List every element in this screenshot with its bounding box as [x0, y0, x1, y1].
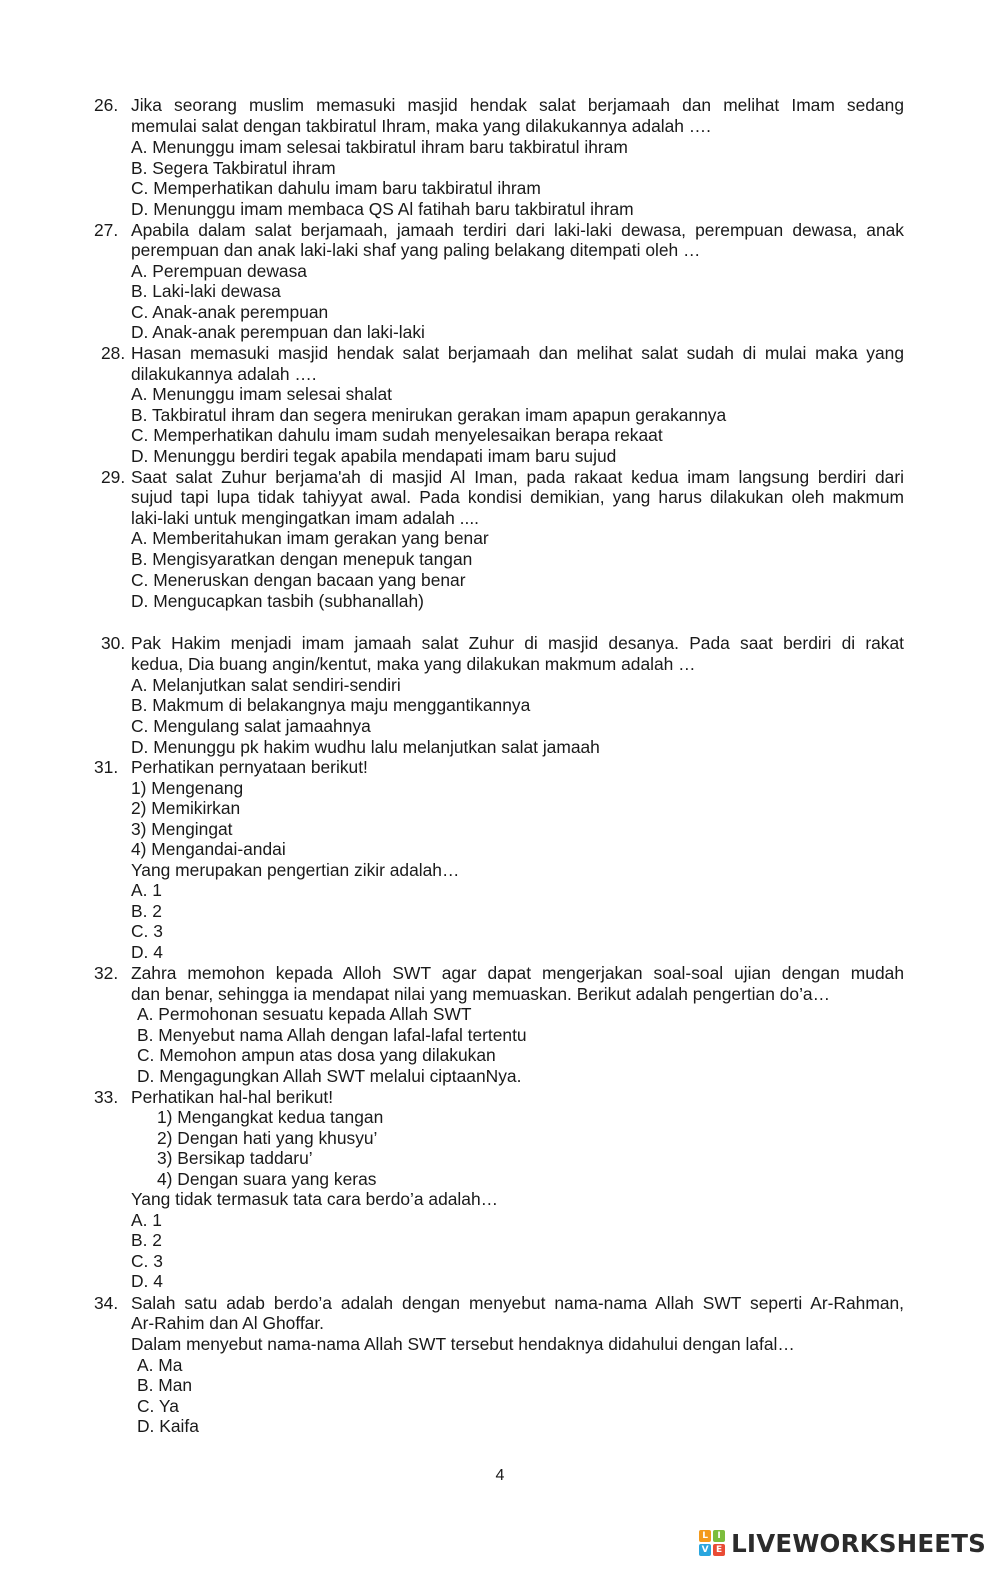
text-line: C. Meneruskan dengan bacaan yang benar: [131, 570, 466, 590]
text-line: 1) Mengenang: [131, 778, 244, 798]
text-line: 4) Mengandai-andai: [131, 839, 286, 859]
text-line: dan benar, sehingga ia mendapat nilai yang memuaskan. Berikut adalah pengertian do’a…: [131, 984, 830, 1004]
logo-letter: V: [699, 1544, 711, 1556]
text-line: D. Kaifa: [137, 1416, 199, 1436]
text-line: laki-laki untuk mengingatkan imam adalah ....: [131, 508, 479, 528]
text-line: C. Ya: [137, 1396, 179, 1416]
text-line: A. Melanjutkan salat sendiri-sendiri: [131, 675, 401, 695]
text-line: D. Menunggu berdiri tegak apabila mendapati imam baru sujud: [131, 446, 617, 466]
text-line: A. Memberitahukan imam gerakan yang benar: [131, 528, 489, 548]
text-line: C. Memohon ampun atas dosa yang dilakukan: [137, 1045, 496, 1065]
text-line: D. 4: [131, 1271, 163, 1291]
text-line: Perhatikan hal-hal berikut!: [131, 1087, 334, 1107]
text-line: A. 1: [131, 1210, 162, 1230]
liveworksheets-brand: LIVEWORKSHEETS: [731, 1528, 986, 1558]
text-line: D. Menunggu pk hakim wudhu lalu melanjutkan salat jamaah: [131, 737, 600, 757]
text-line: 2) Memikirkan: [131, 798, 241, 818]
text-line: 1) Mengangkat kedua tangan: [157, 1107, 384, 1127]
text-line: Saat salat Zuhur berjama'ah di masjid Al Iman, pada rakaat kedua imam langsung berdiri dari: [131, 467, 904, 487]
text-line: B. Makmum di belakangnya maju menggantikannya: [131, 695, 531, 715]
text-line: B. Segera Takbiratul ihram: [131, 158, 336, 178]
text-line: Hasan memasuki masjid hendak salat berjamaah dan melihat salat sudah di mulai maka yang: [131, 343, 904, 363]
text-line: Yang tidak termasuk tata cara berdo’a adalah…: [131, 1189, 499, 1209]
liveworksheets-footer: [699, 1527, 986, 1559]
text-line: 28.: [101, 343, 126, 363]
text-line: B. Menyebut nama Allah dengan lafal-lafal tertentu: [137, 1025, 527, 1045]
text-line: D. Menunggu imam membaca QS Al fatihah baru takbiratul ihram: [131, 199, 634, 219]
text-line: Ar-Rahim dan Al Ghoffar.: [131, 1313, 325, 1333]
logo-letter: L: [699, 1530, 711, 1542]
text-line: 31.: [94, 757, 119, 777]
text-line: B. Man: [137, 1375, 193, 1395]
text-line: Yang merupakan pengertian zikir adalah…: [131, 860, 460, 880]
text-line: 27.: [94, 220, 119, 240]
text-line: D. 4: [131, 942, 163, 962]
text-line: C. 3: [131, 1251, 163, 1271]
text-line: 3) Mengingat: [131, 819, 233, 839]
text-line: B. Mengisyaratkan dengan menepuk tangan: [131, 549, 473, 569]
text-line: B. Laki-laki dewasa: [131, 281, 281, 301]
page-number: 4: [495, 1467, 505, 1484]
text-line: 29.: [101, 467, 126, 487]
text-line: 30.: [101, 633, 126, 653]
text-line: D. Anak-anak perempuan dan laki-laki: [131, 322, 425, 342]
text-line: kedua, Dia buang angin/kentut, maka yang dilakukan makmum adalah …: [131, 654, 696, 674]
text-line: 34.: [94, 1293, 119, 1313]
text-line: C. Memperhatikan dahulu imam baru takbiratul ihram: [131, 178, 541, 198]
text-line: Dalam menyebut nama-nama Allah SWT tersebut hendaknya didahului dengan lafal…: [131, 1334, 795, 1354]
text-line: 2) Dengan hati yang khusyu’: [157, 1128, 378, 1148]
text-line: Salah satu adab berdo’a adalah dengan menyebut nama-nama Allah SWT seperti Ar-Rahman,: [131, 1293, 904, 1313]
liveworksheets-logo-icon: [699, 1530, 725, 1556]
logo-letter: I: [713, 1530, 725, 1542]
text-line: C. Memperhatikan dahulu imam sudah menyelesaikan berapa rekaat: [131, 425, 663, 445]
text-line: 4) Dengan suara yang keras: [157, 1169, 377, 1189]
text-line: memulai salat dengan takbiratul Ihram, maka yang dilakukannya adalah ….: [131, 116, 712, 136]
text-line: Jika seorang muslim memasuki masjid hendak salat berjamaah dan melihat Imam sedang: [131, 95, 904, 115]
text-line: B. 2: [131, 901, 162, 921]
text-line: 32.: [94, 963, 119, 983]
text-line: D. Mengucapkan tasbih (subhanallah): [131, 591, 424, 611]
text-line: 26.: [94, 95, 119, 115]
text-line: sujud tapi lupa tidak tahiyyat awal. Pada kondisi demikian, yang harus dilakukan oleh makmum: [131, 487, 904, 507]
text-line: A. Menunggu imam selesai takbiratul ihram baru takbiratul ihram: [131, 137, 628, 157]
text-line: C. Anak-anak perempuan: [131, 302, 329, 322]
text-line: C. 3: [131, 921, 163, 941]
text-line: A. Ma: [137, 1355, 183, 1375]
text-line: A. 1: [131, 880, 162, 900]
text-line: C. Mengulang salat jamaahnya: [131, 716, 371, 736]
text-line: A. Menunggu imam selesai shalat: [131, 384, 392, 404]
text-line: dilakukannya adalah ….: [131, 364, 317, 384]
text-line: B. 2: [131, 1230, 162, 1250]
text-line: A. Perempuan dewasa: [131, 261, 307, 281]
text-line: Pak Hakim menjadi imam jamaah salat Zuhur di masjid desanya. Pada saat berdiri di rakat: [131, 633, 904, 653]
text-line: A. Permohonan sesuatu kepada Allah SWT: [137, 1004, 472, 1024]
text-line: Perhatikan pernyataan berikut!: [131, 757, 368, 777]
text-line: 3) Bersikap taddaru’: [157, 1148, 313, 1168]
text-line: 33.: [94, 1087, 119, 1107]
text-line: Zahra memohon kepada Alloh SWT agar dapat mengerjakan soal-soal ujian dengan mudah: [131, 963, 904, 983]
text-line: D. Mengagungkan Allah SWT melalui ciptaanNya.: [137, 1066, 522, 1086]
text-line: Apabila dalam salat berjamaah, jamaah terdiri dari laki-laki dewasa, perempuan dewasa, anak: [131, 220, 904, 240]
logo-letter: E: [713, 1544, 725, 1556]
text-line: B. Takbiratul ihram dan segera menirukan gerakan imam apapun gerakannya: [131, 405, 727, 425]
text-line: perempuan dan anak laki-laki shaf yang paling belakang ditempati oleh …: [131, 240, 701, 260]
